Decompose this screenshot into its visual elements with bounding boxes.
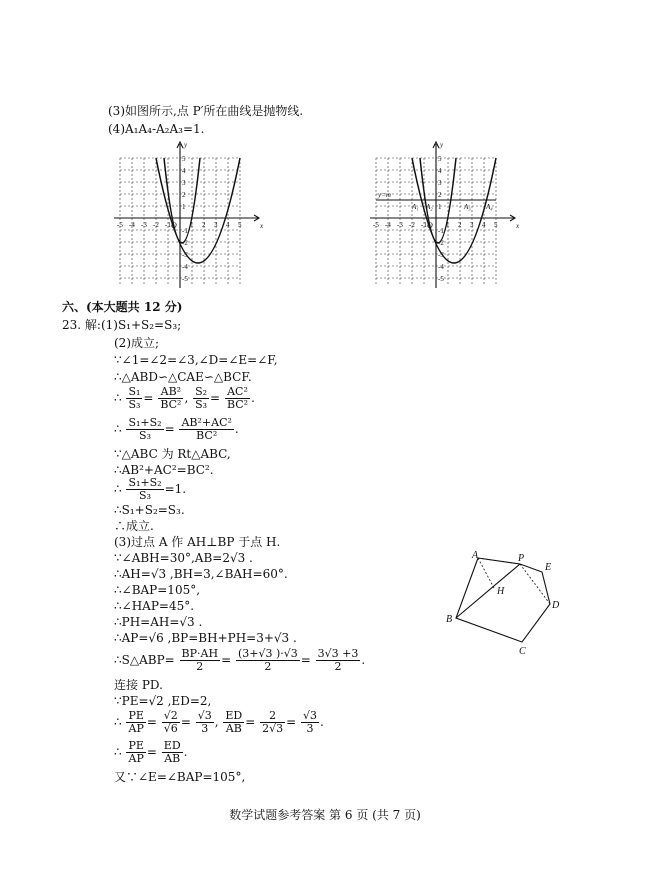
svg-text:1: 1 [182, 203, 186, 211]
svg-text:-1: -1 [438, 227, 444, 235]
pentagon-geometry-figure [442, 548, 572, 660]
svg-text:2: 2 [182, 191, 186, 199]
svg-text:3: 3 [438, 179, 442, 187]
svg-text:H: H [497, 586, 505, 597]
svg-text:-2: -2 [153, 221, 159, 229]
text-part4: (4)A₁A₄-A₂A₃=1. [108, 122, 205, 136]
q23-part2: (2)成立; [114, 336, 160, 350]
svg-text:1: 1 [190, 221, 194, 229]
svg-text:A₄: A₄ [486, 203, 493, 211]
svg-text:3: 3 [470, 221, 474, 229]
svg-text:-2: -2 [438, 239, 444, 247]
svg-text:A₃: A₃ [464, 203, 471, 211]
svg-text:3: 3 [182, 179, 186, 187]
svg-text:-5: -5 [182, 275, 188, 283]
area-line: ∴S△ABP= $\frac{BP\cdot AH}{2}$ = $\frac{(3+√3 )\cdot√3}{2}$ = $\frac{3√3 +3}{2}$ . [114, 647, 366, 673]
q23-part3: (3)过点 A 作 AH⊥BP 于点 H. [114, 535, 281, 549]
svg-text:A₂: A₂ [426, 203, 433, 211]
svg-text:C: C [519, 646, 526, 657]
svg-text:D: D [552, 600, 560, 611]
svg-text:-1: -1 [421, 221, 427, 229]
svg-text:-4: -4 [129, 221, 135, 229]
svg-text:-5: -5 [438, 275, 444, 283]
x-axis-label: x [260, 222, 264, 230]
text-part3: (3)如图所示,点 P′所在曲线是抛物线. [108, 104, 304, 118]
svg-text:-2: -2 [409, 221, 415, 229]
svg-text:2: 2 [458, 221, 462, 229]
line-y-m-label: y=m [378, 191, 391, 199]
svg-text:2: 2 [202, 221, 206, 229]
svg-text:E: E [545, 562, 552, 573]
svg-text:-4: -4 [385, 221, 391, 229]
q23-part1: 23. 解:(1)S₁+S₂=S₃; [62, 318, 182, 332]
svg-text:1: 1 [438, 203, 442, 211]
y-axis-label: y [184, 141, 188, 149]
svg-text:2: 2 [438, 191, 442, 199]
svg-text:-5: -5 [117, 221, 123, 229]
svg-text:-5: -5 [373, 221, 379, 229]
page-footer: 数学试题参考答案 第 6 页 (共 7 页) [229, 808, 421, 822]
svg-text:5: 5 [182, 155, 186, 163]
svg-text:-4: -4 [438, 263, 444, 271]
svg-text:O: O [427, 221, 433, 230]
svg-text:4: 4 [182, 167, 186, 175]
svg-text:y: y [440, 141, 444, 149]
svg-text:x: x [516, 222, 520, 230]
parabola-graph-2 [368, 138, 528, 290]
svg-text:4: 4 [226, 221, 230, 229]
ratio-line-2: ∴ $\frac{\text{S₁+S₂}}{\text{S₃}}$ = $\frac{\text{AB²+AC²}}{\text{BC²}}$ . [114, 416, 239, 442]
svg-text:A₁: A₁ [412, 203, 419, 211]
ratio-line-5: ∴ $\frac{PE}{AP}$ = $\frac{ED}{AB}$ . [114, 739, 188, 765]
svg-text:1: 1 [446, 221, 450, 229]
parabola-graph-1 [112, 138, 272, 290]
svg-text:-3: -3 [438, 251, 444, 259]
svg-text:-3: -3 [397, 221, 403, 229]
svg-text:4: 4 [482, 221, 486, 229]
svg-text:-1: -1 [165, 221, 171, 229]
ratio-line-1: ∴ $\frac{\text{S₁}}{\text{S₃}}$ = $\frac{\text{AB²}}{\text{BC²}}$ , $\frac{\text{S₂}}{\text{S₃}}$ = $\frac{\text{AC²}}{\text{BC²}}$ . [114, 385, 255, 411]
svg-text:5: 5 [238, 221, 242, 229]
section-six-heading: 六、(本大题共 12 分) [62, 300, 183, 314]
origin-label: O [171, 221, 177, 230]
svg-text:P: P [518, 553, 525, 564]
ratio-line-3: ∴ $\frac{\text{S₁+S₂}}{\text{S₃}}$ =1. [114, 476, 187, 502]
svg-text:A: A [472, 550, 479, 561]
svg-text:B: B [446, 614, 453, 625]
svg-text:-3: -3 [141, 221, 147, 229]
ratio-line-4: ∴ $\frac{PE}{AP}$ = $\frac{√2}{√6}$ = $\frac{√3}{3}$ , $\frac{ED}{AB}$ = $\frac{2}{2√3}$ = $\frac{√3}{3}$ . [114, 709, 324, 735]
svg-text:-2: -2 [182, 239, 188, 247]
svg-text:5: 5 [438, 155, 442, 163]
svg-text:-1: -1 [182, 227, 188, 235]
svg-text:-4: -4 [182, 263, 188, 271]
svg-text:-3: -3 [182, 251, 188, 259]
svg-text:5: 5 [494, 221, 498, 229]
svg-text:4: 4 [438, 167, 442, 175]
svg-text:3: 3 [214, 221, 218, 229]
